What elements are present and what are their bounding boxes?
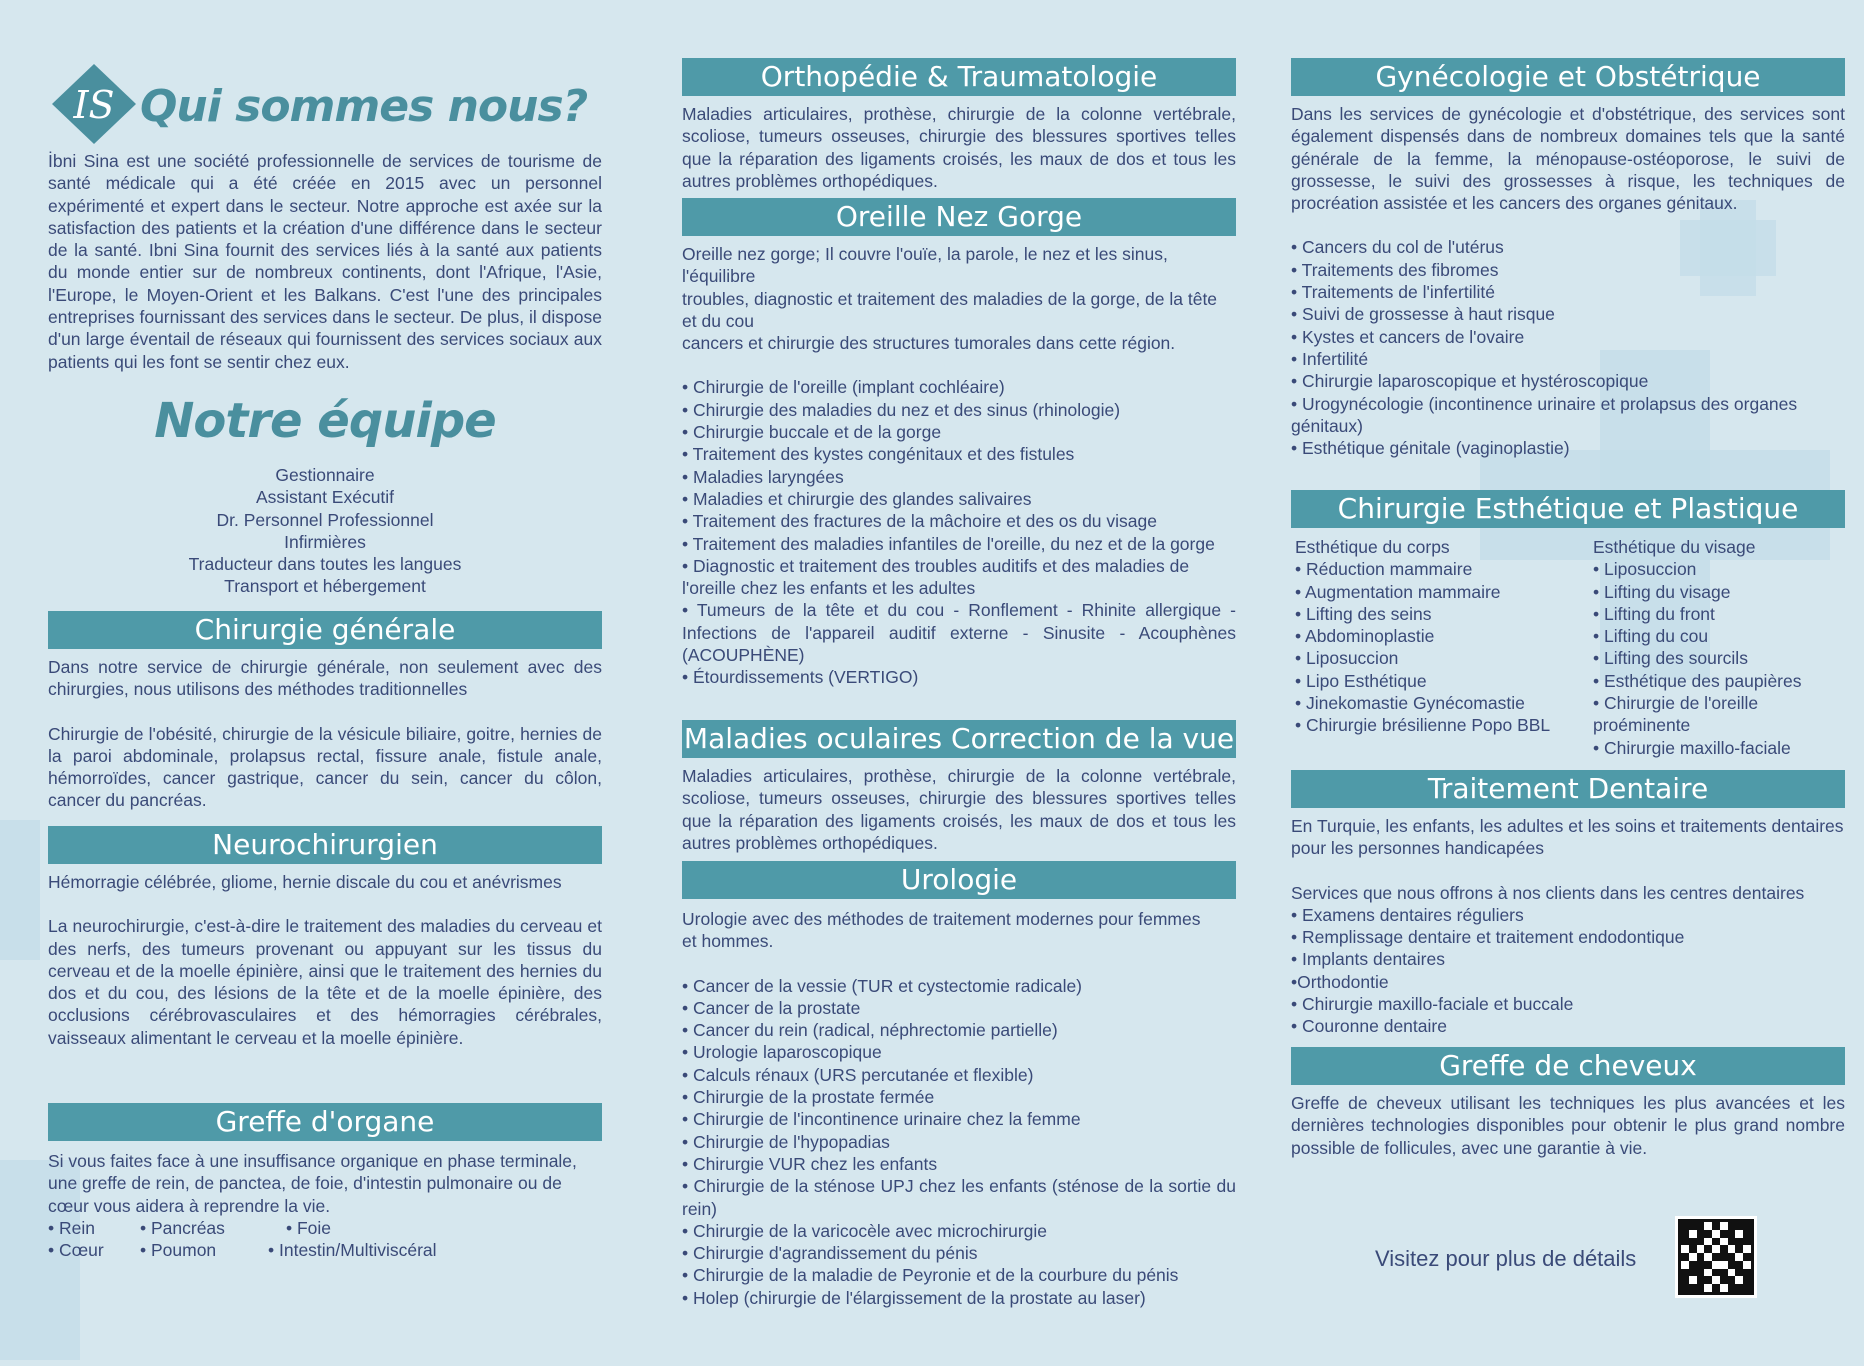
neuro-body: La neurochirurgie, c'est-à-dire le traitement des maladies du cerveau et des nerfs, des tumeurs provenant ou appuyant sur les tissus du cerveau et de la moelle épinière, ainsi que le traitement des hernies du dos et du cou, des lésions de la tête et de la moelle épinière, des occlusions cérébrovasculaires et des hémorragies cérébrales, vaisseaux alimentant le cerveau et la moelle épinière.	[48, 916, 602, 1048]
aesthetic-face-column	[1593, 536, 1845, 759]
list-item: • Urologie laparoscopique	[682, 1042, 882, 1063]
gyn-list	[1291, 236, 1845, 459]
uro-content	[682, 908, 1236, 1309]
list-item: • Chirurgie brésilienne Popo BBL	[1295, 715, 1551, 736]
dental-content	[1291, 815, 1845, 1038]
svg-text:IS: IS	[73, 83, 115, 127]
section-header-eye: Maladies oculaires Correction de la vue	[682, 720, 1236, 758]
list-item: • Chirurgie buccale et de la gorge	[682, 422, 942, 443]
list-item: • Chirurgie de la prostate fermée	[682, 1087, 935, 1108]
list-item: • Chirurgie maxillo-faciale et buccale	[1291, 994, 1574, 1015]
aesthetic-body-column	[1295, 536, 1585, 737]
section-header-ortho: Orthopédie & Traumatologie	[682, 58, 1236, 96]
list-item: • Suivi de grossesse à haut risque	[1291, 304, 1555, 325]
list-item: • Chirurgie d'agrandissement du pénis	[682, 1243, 978, 1264]
list-item: • Traitements des fibromes	[1291, 259, 1499, 280]
dental-list	[1291, 904, 1845, 1038]
list-item: • Chirurgie laparoscopique et hystéroscopique	[1291, 371, 1649, 392]
list-item: • Traitement des maladies infantiles de l'oreille, du nez et de la gorge	[682, 533, 1215, 554]
section-header-ent: Oreille Nez Gorge	[682, 198, 1236, 236]
team-member: Infirmières	[284, 531, 366, 552]
aesthetic-body-list	[1295, 558, 1585, 736]
list-item: • Esthétique génitale (vaginoplastie)	[1291, 438, 1570, 459]
section-header-gyn: Gynécologie et Obstétrique	[1291, 58, 1845, 96]
list-item: • Réduction mammaire	[1295, 559, 1473, 580]
section-header-dental: Traitement Dentaire	[1291, 770, 1845, 808]
organ-item: • Poumon	[140, 1240, 217, 1261]
list-item: • Maladies laryngées	[682, 466, 844, 487]
list-item: • Infertilité	[1291, 348, 1369, 369]
ent-list	[682, 376, 1236, 688]
intro-body: İbni Sina est une société professionnelle de services de tourisme de santé médicale qui a été créée en 2015 avec un personnel expérimenté et expert dans le secteur. Notre approche est axée sur la satisfaction des patients et la création d'une différence dans le secteur de la santé. Ibni Sina fournit des services liés à la santé aux patients du monde entier sur de nombreux continents, dont l'Afrique, l'Asie, l'Europe, le Moyen-Orient et les Balkans. C'est l'une des principales entreprises fournissant des services dans le secteur. De plus, il dispose d'un large éventail de réseaux qui fournissent des services sociaux aux patients qui les font se sentir chez eux.	[48, 151, 602, 372]
list-item: • Holep (chirurgie de l'élargissement de la prostate au laser)	[682, 1287, 1146, 1308]
list-item: • Étourdissements (VERTIGO)	[682, 667, 919, 688]
list-item: • Cancer du rein (radical, néphrectomie partielle)	[682, 1020, 1058, 1041]
general-surgery-list: Chirurgie de l'obésité, chirurgie de la vésicule biliaire, goitre, hernies de la paroi abdominale, prolapsus rectal, fissure anale, fistule anale, hémorroïdes, cancer gastrique, cancer du sein, cancer du côlon, cancer du pancréas.	[48, 723, 602, 811]
list-item: • Cancers du col de l'utérus	[1291, 237, 1504, 258]
team-member: Traducteur dans toutes les langues	[188, 554, 462, 575]
intro-title: Qui sommes nous?	[140, 81, 588, 132]
dental-services-intro: Services que nous offrons à nos clients dans les centres dentaires	[1291, 882, 1805, 903]
intro-header	[48, 58, 602, 148]
ent-p3: cancers et chirurgie des structures tumorales dans cette région.	[682, 333, 1176, 354]
list-item: • Traitement des kystes congénitaux et des fistules	[682, 444, 1075, 465]
organ-row	[48, 1239, 602, 1261]
list-item: • Lifting du front	[1593, 603, 1715, 624]
qr-code-icon[interactable]	[1675, 1216, 1757, 1298]
hair-body: Greffe de cheveux utilisant les techniques les plus avancées et les dernières technologies disponibles pour obtenir le plus grand nombre possible de follicules, avec une garantie à vie.	[1291, 1093, 1845, 1158]
list-item: • Cancer de la vessie (TUR et cystectomie radicale)	[682, 975, 1083, 996]
aesthetic-face-title: Esthétique du visage	[1593, 537, 1756, 557]
list-item: • Diagnostic et traitement des troubles auditifs et des maladies de l'oreille chez les enfants et les adultes	[682, 555, 1190, 599]
general-surgery-intro: Dans notre service de chirurgie générale, non seulement avec des chirurgies, nous utilisons des méthodes traditionnelles	[48, 657, 602, 700]
organ-item: • Foie	[286, 1217, 332, 1238]
general-surgery-content	[48, 656, 602, 812]
uro-list	[682, 975, 1236, 1309]
team-title: Notre équipe	[154, 393, 496, 449]
list-item: • Augmentation mammaire	[1295, 581, 1501, 602]
list-item: • Tumeurs de la tête et du cou - Ronflement - Rhinite allergique - Infections de l'appareil auditif externe - Sinusite - Acouphènes (ACOUPHÈNE)	[682, 600, 1236, 666]
list-item: • Remplissage dentaire et traitement endodontique	[1291, 927, 1685, 948]
section-header-neuro: Neurochirurgien	[48, 826, 602, 864]
section-header-general-surgery: Chirurgie générale	[48, 611, 602, 649]
neuro-content	[48, 871, 602, 1049]
list-item: • Chirurgie de la sténose UPJ chez les enfants (sténose de la sortie du rein)	[682, 1176, 1236, 1219]
list-item: • Jinekomastie Gynécomastie	[1295, 693, 1525, 714]
list-item: • Lifting du visage	[1593, 581, 1731, 602]
section-header-uro: Urologie	[682, 861, 1236, 899]
list-item: • Chirurgie de l'oreille (implant cochléaire)	[682, 377, 1005, 398]
list-item: • Implants dentaires	[1291, 949, 1445, 970]
organ-item: • Cœur	[48, 1240, 104, 1261]
team-member: Transport et hébergement	[224, 576, 426, 597]
list-item: • Urogynécologie (incontinence urinaire et prolapsus des organes génitaux)	[1291, 393, 1798, 436]
list-item: • Lifting des seins	[1295, 603, 1432, 624]
list-item: • Chirurgie VUR chez les enfants	[682, 1153, 938, 1174]
ibni-sina-logo-icon	[48, 60, 140, 148]
organ-item: • Rein	[48, 1217, 95, 1238]
organ-item: • Intestin/Multiviscéral	[268, 1240, 437, 1261]
team-member: Assistant Exécutif	[255, 487, 395, 508]
list-item: • Abdominoplastie	[1295, 626, 1435, 647]
list-item: • Lifting du cou	[1593, 626, 1709, 647]
list-item: • Kystes et cancers de l'ovaire	[1291, 326, 1525, 347]
list-item: • Chirurgie maxillo-faciale	[1593, 737, 1791, 758]
dental-intro: En Turquie, les enfants, les adultes et les soins et traitements dentaires pour les personnes handicapées	[1291, 816, 1844, 859]
list-item: • Calculs rénaux (URS percutanée et flexible)	[682, 1064, 1034, 1085]
section-header-organ: Greffe d'organe	[48, 1103, 602, 1141]
list-item: • Liposuccion	[1295, 648, 1399, 669]
list-item: • Chirurgie des maladies du nez et des sinus (rhinologie)	[682, 399, 1121, 420]
list-item: • Couronne dentaire	[1291, 1016, 1447, 1037]
list-item: • Traitement des fractures de la mâchoire et des os du visage	[682, 511, 1157, 532]
team-list	[48, 464, 602, 598]
uro-intro: Urologie avec des méthodes de traitement modernes pour femmes et hommes.	[682, 909, 1201, 952]
organ-item: • Pancréas	[140, 1217, 225, 1238]
list-item: • Esthétique des paupières	[1593, 670, 1802, 691]
list-item: • Chirurgie de l'incontinence urinaire chez la femme	[682, 1109, 1081, 1130]
gyn-content	[1291, 103, 1845, 459]
list-item: • Maladies et chirurgie des glandes salivaires	[682, 488, 1032, 509]
ortho-body: Maladies articulaires, prothèse, chirurgie de la colonne vertébrale, scoliose, tumeurs osseuses, chirurgie des blessures sportives telles que la réparation des ligaments croisés, les maux de dos et tous les autres problèmes orthopédiques.	[682, 104, 1236, 191]
organ-row	[48, 1217, 602, 1239]
list-item: • Traitements de l'infertilité	[1291, 282, 1495, 303]
visit-text: Visitez pour plus de détails	[1375, 1246, 1637, 1271]
list-item: • Cancer de la prostate	[682, 997, 861, 1018]
eye-body: Maladies articulaires, prothèse, chirurgie de la colonne vertébrale, scoliose, tumeurs osseuses, chirurgie des blessures sportives telles que la réparation des ligaments croisés, les maux de dos et tous les autres problèmes orthopédiques.	[682, 766, 1236, 853]
ent-content	[682, 243, 1236, 689]
organ-intro: Si vous faites face à une insuffisance organique en phase terminale, une greffe de rein, de panctea, de foie, d'intestin pulmonaire ou de cœur vous aidera à reprendre la vie.	[48, 1151, 577, 1216]
aesthetic-face-list	[1593, 558, 1845, 759]
list-item: • Lifting des sourcils	[1593, 648, 1748, 669]
list-item: • Chirurgie de l'hypopadias	[682, 1131, 890, 1152]
team-member: Gestionnaire	[275, 465, 375, 485]
aesthetic-body-title: Esthétique du corps	[1295, 537, 1450, 557]
section-header-hair: Greffe de cheveux	[1291, 1047, 1845, 1085]
team-member: Dr. Personnel Professionnel	[216, 509, 434, 530]
section-header-aesthetic: Chirurgie Esthétique et Plastique	[1291, 490, 1845, 528]
list-item: • Chirurgie de la maladie de Peyronie et de la courbure du pénis	[682, 1265, 1179, 1286]
list-item: • Lipo Esthétique	[1295, 670, 1427, 691]
list-item: • Chirurgie de l'oreille proéminente	[1593, 693, 1759, 736]
organ-content	[48, 1150, 602, 1261]
bg-cross	[0, 820, 40, 960]
neuro-intro: Hémorragie célébrée, gliome, hernie discale du cou et anévrismes	[48, 872, 562, 892]
list-item: • Chirurgie de la varicocèle avec microchirurgie	[682, 1220, 1048, 1241]
ent-p1: Oreille nez gorge; Il couvre l'ouïe, la parole, le nez et les sinus, l'équilibre	[682, 244, 1168, 287]
list-item: • Examens dentaires réguliers	[1291, 904, 1524, 925]
list-item: •Orthodontie	[1291, 971, 1389, 992]
gyn-body: Dans les services de gynécologie et d'obstétrique, des services sont également dispensés dans de nombreux domaines tels que la santé générale de la femme, la ménopause-ostéoporose, le suivi de grossesse, le suivi des grossesses à risque, les techniques de procréation assistée et les cancers des organes génitaux.	[1291, 104, 1845, 214]
ent-p2: troubles, diagnostic et traitement des maladies de la gorge, de la tête et du cou	[682, 288, 1218, 331]
list-item: • Liposuccion	[1593, 559, 1697, 580]
